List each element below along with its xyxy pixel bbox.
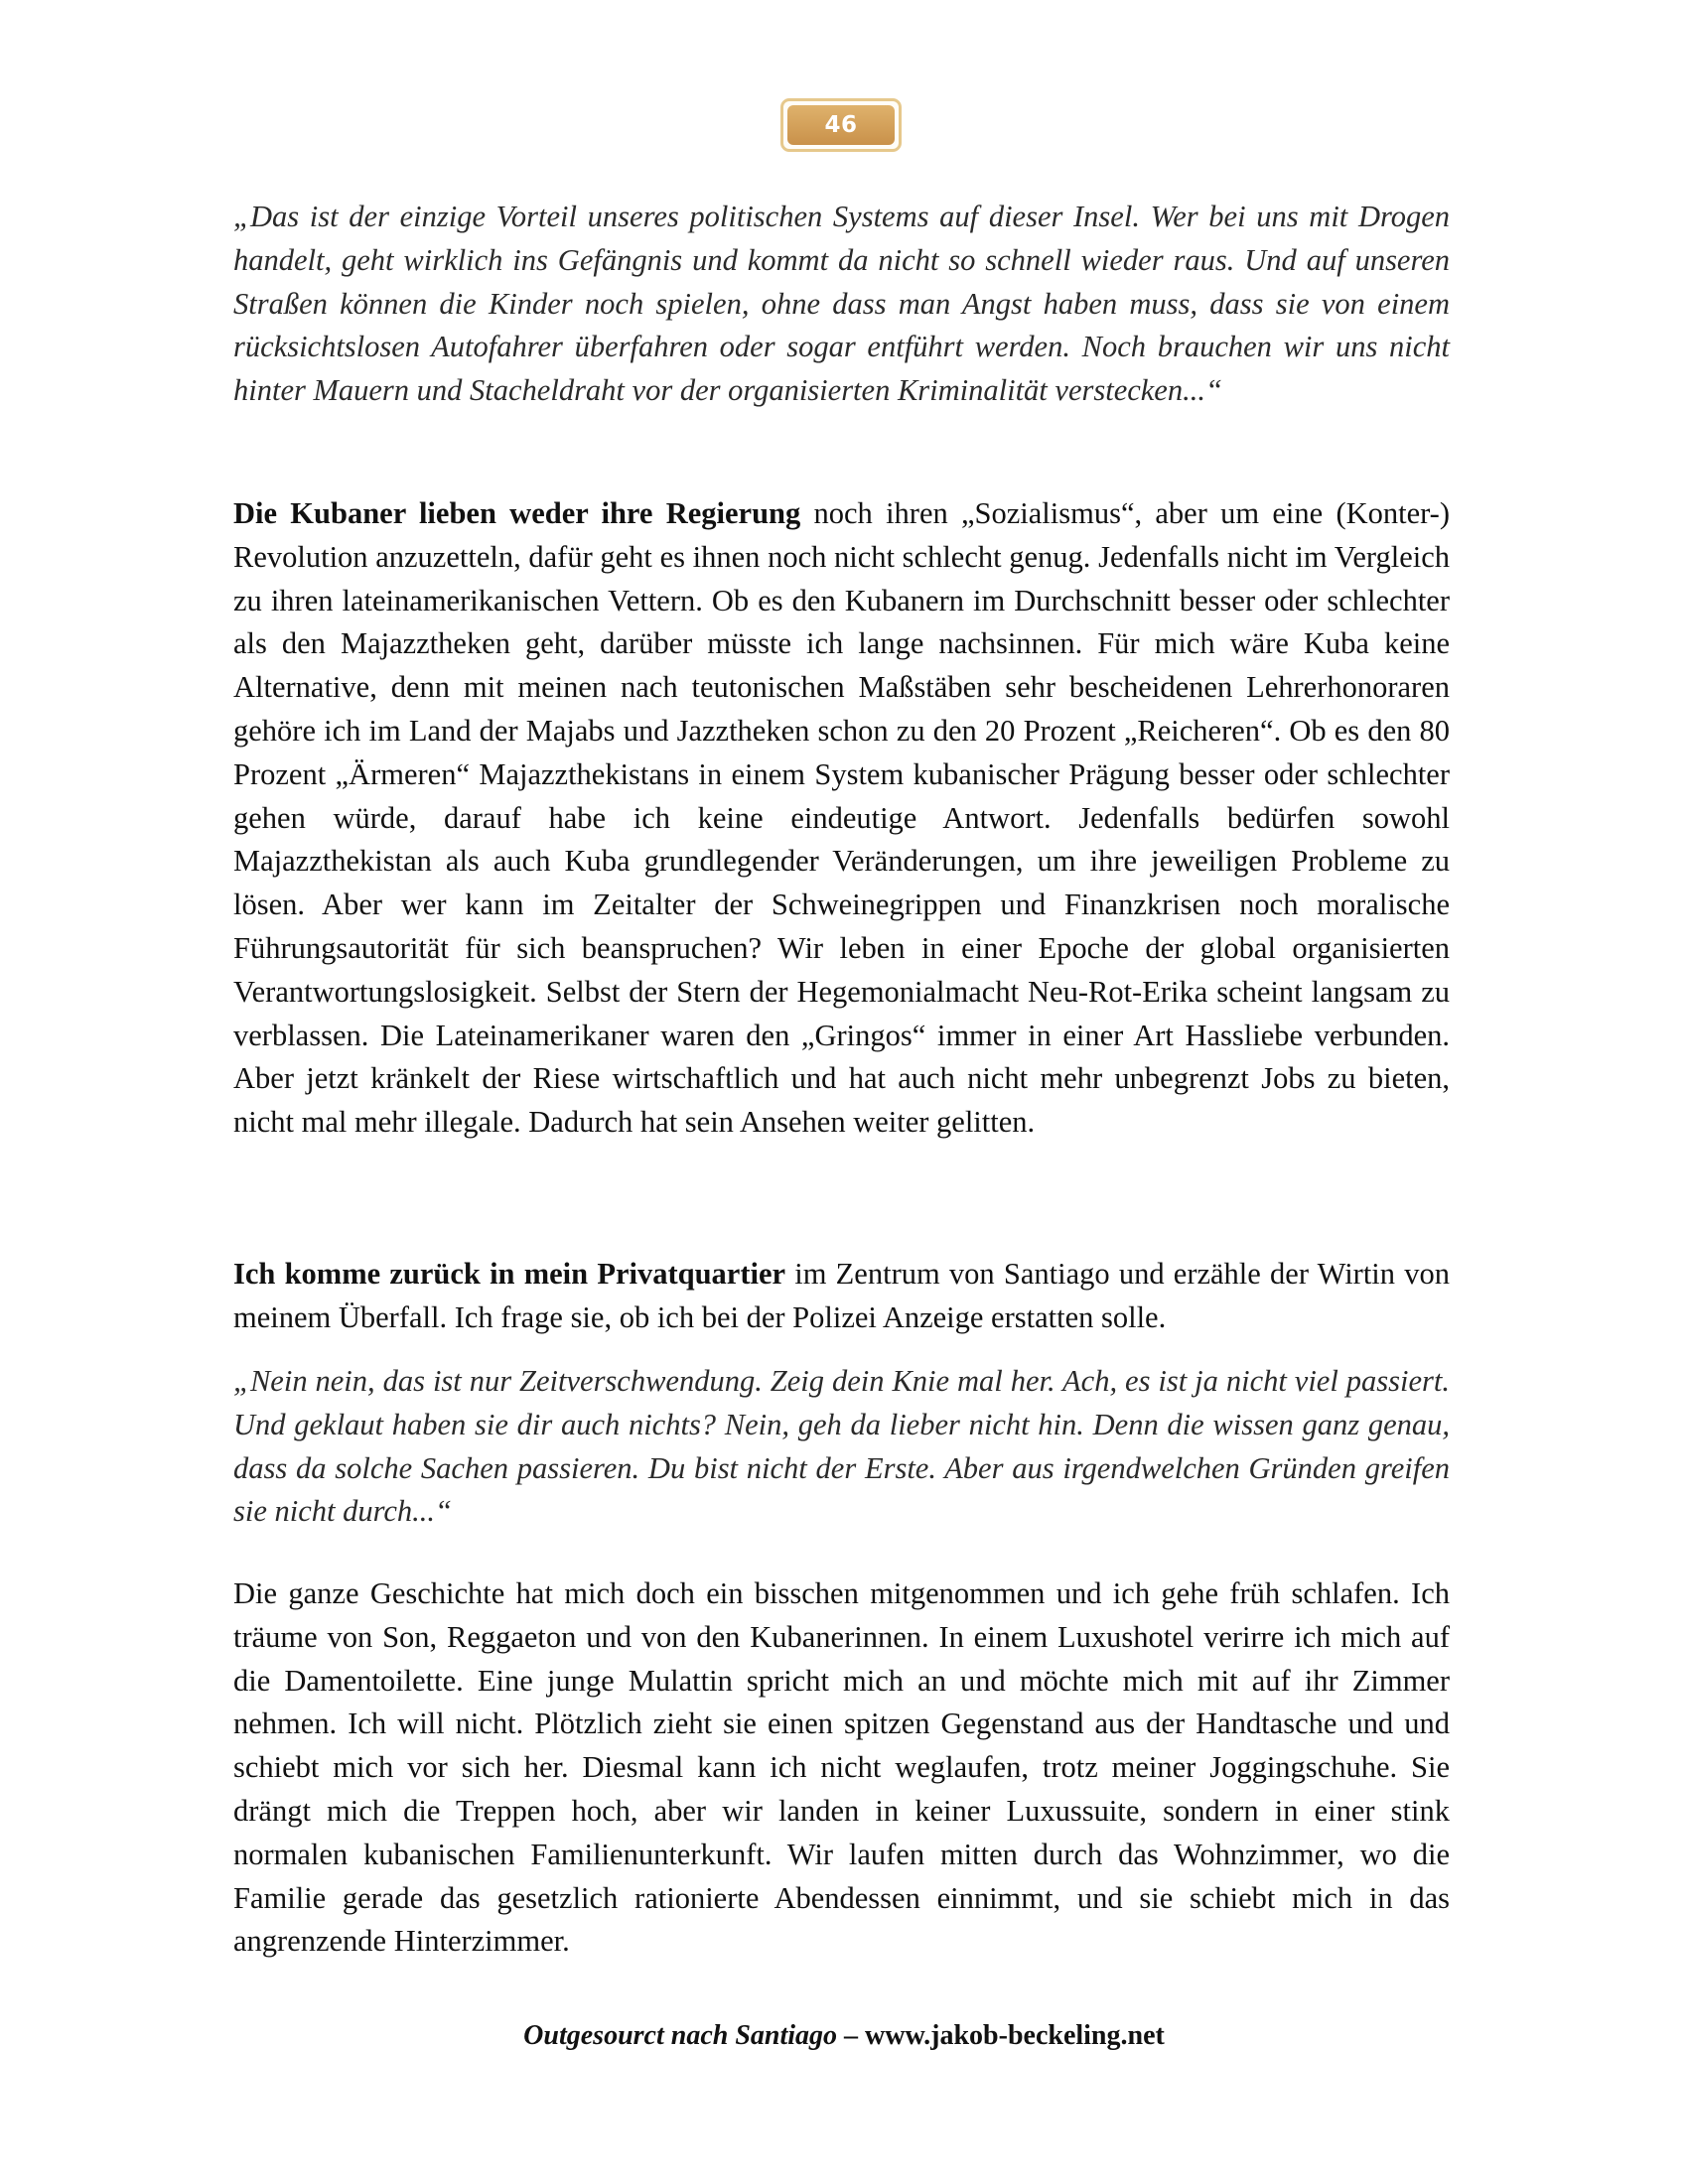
quote-paragraph-1: „Das ist der einzige Vorteil unseres politischen Systems auf dieser Insel. Wer bei uns mit Drogen handelt, geht wirklich ins Gefängnis und kommt da nicht so schnell wieder raus. Und auf unseren Straßen können die Kinder noch spielen, ohne dass man Angst haben muss, dass sie von einem rücksichtslosen Autofahrer überfahren oder sogar entführt werden. Noch brauchen wir uns nicht hinter Mauern und Stacheldraht vor der organisierten Kriminalität verstecken...“ [233,200,1450,408]
paragraph-2-text: im Zentrum von Santiago und erzähle der Wirtin von meinem Überfall. Ich frage sie, ob ich bei der Polizei Anzeige erstatten solle. [233,1257,1450,1334]
paragraph-2-lead: Ich komme zurück in mein Privatquartier [233,1257,786,1291]
footer-website-link[interactable]: www.jakob-beckeling.net [865,2020,1165,2051]
body-paragraph-1 [233,492,1450,1145]
body-paragraph-3: Die ganze Geschichte hat mich doch ein bisschen mitgenommen und ich gehe früh schlafen. Ich träume von Son, Reggaeton und von den Kubanerinnen. In einem Luxushotel verirre ich mich auf die Damentoilette. Eine junge Mulattin spricht mich an und möchte mich mit auf ihr Zimmer nehmen. Ich will nicht. Plötzlich zieht sie einen spitzen Gegenstand aus der Handtasche und und schiebt mich vor sich her. Diesmal kann ich nicht weglaufen, trotz meiner Joggingschuhe. Sie drängt mich die Treppen hoch, aber wir landen in keiner Luxussuite, sondern in einer stink normalen kubanischen Familienunterkunft. Wir laufen mitten durch das Wohnzimmer, wo die Familie gerade das gesetzlich rationierte Abendessen einnimmt, und sie schiebt mich in das angrenzende Hinterzimmer. [233,1576,1450,1959]
quote-paragraph-2: „Nein nein, das ist nur Zeitverschwendung. Zeig dein Knie mal her. Ach, es ist ja nicht viel passiert. Und geklaut haben sie dir auch nichts? Nein, geh da lieber nicht hin. Denn die wissen ganz genau, dass da solche Sachen passieren. Du bist nicht der Erste. Aber aus irgendwelchen Gründen greifen sie nicht durch...“ [233,1364,1450,1529]
paragraph-1-text: noch ihren „Sozialismus“, aber um eine (Konter-) Revolution anzuzetteln, dafür geht es ihnen noch nicht schlecht genug. Jedenfalls nicht im Vergleich zu ihren lateinamerikanischen Vettern. Ob es den Kubanern im Durchschnitt besser oder schlechter als den Majazztheken geht, darüber müsste ich lange nachsinnen. Für mich wäre Kuba keine Alternative, denn mit meinen nach teutonischen Maßstäben sehr bescheidenen Lehrerhonoraren gehöre ich im Land der Majabs und Jazztheken schon zu den 20 Prozent „Reicheren“. Ob es den 80 Prozent „Ärmeren“ Majazzthekistans in einem System kubanischer Prägung besser oder schlechter gehen würde, darauf habe ich keine eindeutige Antwort. Jedenfalls bedürfen sowohl Majazzthekistan als auch Kuba grundlegender Veränderungen, um ihre jeweiligen Probleme zu lösen. Aber wer kann im Zeitalter der Schweinegrippen und Finanzkrisen noch moralische Führungsautorität für sich beanspruchen? Wir leben in einer Epoche der global organisierten Verantwortungslosigkeit. Selbst der Stern der Hegemonialmacht Neu-Rot-Erika scheint langsam zu verblassen. Die Lateinamerikaner waren den „Gringos“ immer in einer Art Hassliebe verbunden. Aber jetzt kränkelt der Riese wirtschaftlich und hat auch nicht mehr unbegrenzt Jobs zu bieten, nicht mal mehr illegale. Dadurch hat sein Ansehen weiter gelitten. [233,496,1450,1140]
body-paragraph-2 [233,1253,1450,1340]
footer-separator: – [837,2020,866,2051]
page-number-badge [780,98,902,152]
page-number: 46 [787,105,895,145]
page-footer [0,2020,1688,2052]
footer-book-title: Outgesourct nach Santiago [523,2020,838,2051]
paragraph-1-lead: Die Kubaner lieben weder ihre Regierung [233,496,801,530]
